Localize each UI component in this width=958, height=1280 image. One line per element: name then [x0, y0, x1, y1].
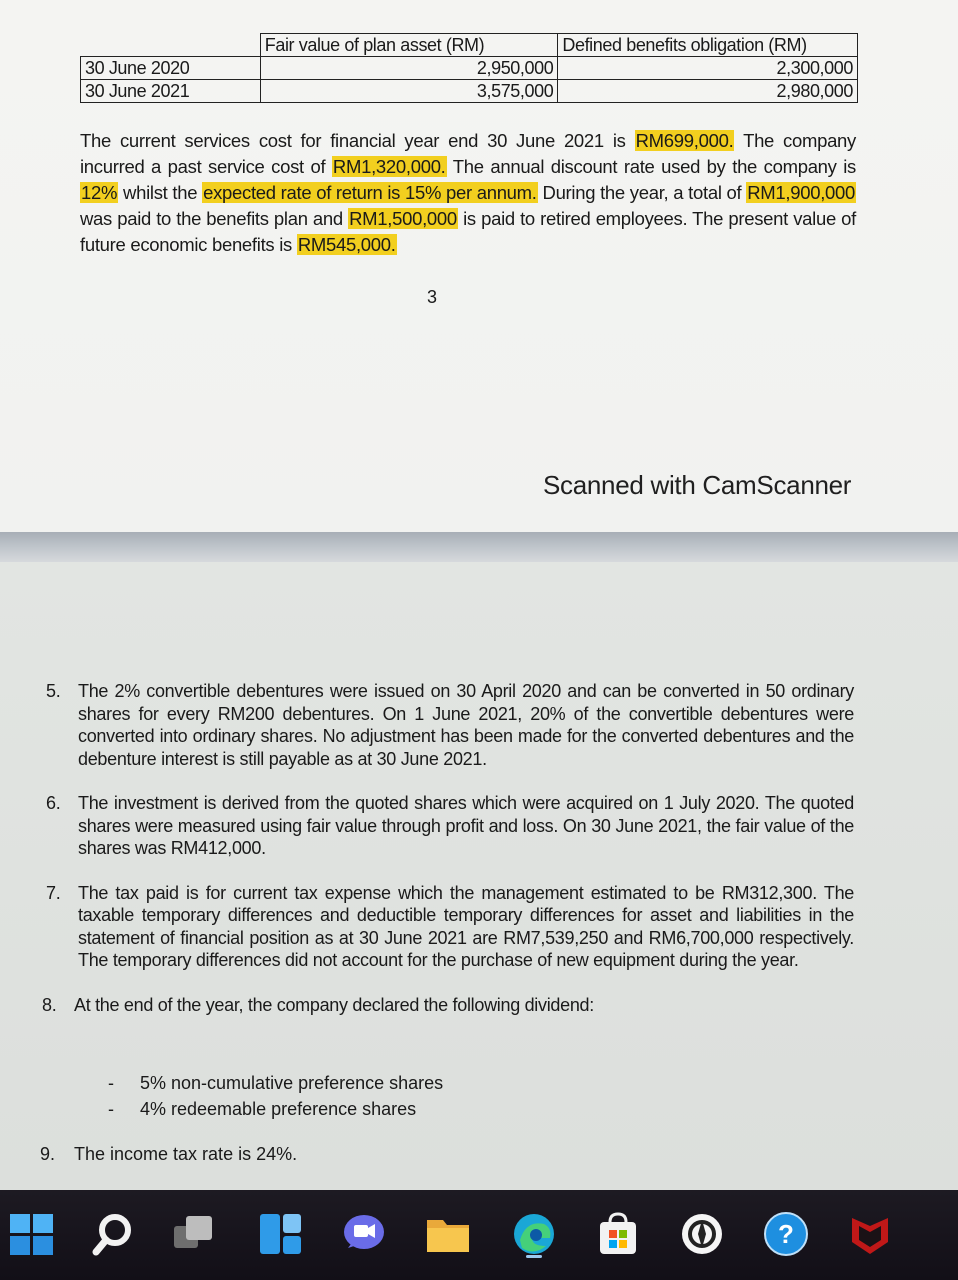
highlight: RM699,000. [635, 130, 734, 151]
windows-start-icon[interactable] [8, 1210, 56, 1258]
store-icon[interactable] [594, 1210, 642, 1258]
row-plan-asset: 3,575,000 [260, 80, 558, 103]
table-row [81, 57, 858, 80]
chat-icon[interactable] [340, 1210, 388, 1258]
row-date: 30 June 2021 [81, 80, 261, 103]
list-item [42, 994, 854, 1017]
text-segment: The current services cost for financial year end 30 June 2021 is [80, 130, 635, 151]
taskbar [0, 1190, 958, 1280]
note-number: 8. [42, 994, 57, 1015]
dividend-list [108, 1070, 443, 1122]
search-icon[interactable] [88, 1210, 136, 1258]
highlight: RM545,000. [297, 234, 396, 255]
svg-text:?: ? [778, 1219, 794, 1249]
list-item [108, 1096, 443, 1122]
text-segment: whilst the [118, 182, 203, 203]
highlight: RM1,500,000 [349, 208, 457, 229]
camscanner-watermark: Scanned with CamScanner [543, 470, 852, 500]
dividend-text: 4% redeemable preference shares [140, 1099, 417, 1119]
dash-icon: - [108, 1099, 114, 1119]
plan-table [80, 33, 858, 103]
text-segment: was paid to the benefits plan and [80, 208, 349, 229]
list-item [40, 1144, 297, 1165]
table-header-row [81, 34, 858, 57]
dividend-text: 5% non-cumulative preference shares [140, 1073, 444, 1093]
note-text: The investment is derived from the quoted shares which were acquired on 1 July 2020. The quoted shares were measured using fair value through profit and loss. On 30 June 2021, the fair value of the shares was RM412,000. [78, 793, 854, 858]
text-segment: The company incurred a past service cost of [80, 130, 856, 177]
task-view-icon[interactable] [170, 1210, 218, 1258]
text-segment: The annual discount rate used by the company is [446, 156, 856, 177]
dash-icon: - [108, 1073, 114, 1093]
file-explorer-icon[interactable] [424, 1210, 472, 1258]
note-number: 9. [40, 1144, 56, 1164]
note-text: At the end of the year, the company declared the following dividend: [74, 994, 594, 1015]
widgets-icon[interactable] [256, 1210, 304, 1258]
highlight: RM1,320,000. [332, 156, 446, 177]
app-icon[interactable] [678, 1210, 726, 1258]
table-row [81, 80, 858, 103]
note-number: 5. [46, 681, 61, 701]
list-item [46, 792, 854, 860]
row-plan-asset: 2,950,000 [260, 57, 558, 80]
highlight: 12% [81, 182, 118, 203]
list-item [108, 1070, 443, 1096]
text-segment: is paid to retired employees. The present value of future economic benefits is [80, 208, 856, 255]
note-text: The income tax rate is 24%. [74, 1144, 298, 1164]
row-obligation: 2,300,000 [558, 57, 858, 80]
note-text: The 2% convertible debentures were issued on 30 April 2020 and can be converted in 50 ordinary shares for every RM200 debentures. On 1 June 2021, 20% of the convertible debentures were converted into ordinary shares. No adjustment has been made for the converted debentures and the debenture interest is still payable as at 30 June 2021. [78, 681, 854, 769]
highlight: RM1,900,000 [747, 182, 856, 203]
edge-browser-icon[interactable] [510, 1210, 558, 1258]
row-date: 30 June 2020 [81, 57, 261, 80]
header-obligation: Defined benefits obligation (RM) [558, 34, 858, 57]
note-number: 6. [46, 793, 61, 813]
notes-list [42, 680, 854, 1038]
row-obligation: 2,980,000 [558, 80, 858, 103]
list-item [46, 882, 854, 972]
text-segment: During the year, a total of [537, 182, 747, 203]
page-divider [0, 532, 958, 562]
note-text: The tax paid is for current tax expense which the management estimated to be RM312,300. The taxable temporary differences and deductible temporary differences for asset and liabilities in the statement of financial position as at 30 June 2021 are RM7,539,250 and RM6,700,000 respectively. The temporary differences did not account for the purchase of new equipment during the year. [78, 882, 854, 970]
upper-scanned-page [0, 0, 958, 532]
highlight: expected rate of return is 15% per annum. [203, 182, 537, 203]
note-number: 7. [46, 882, 61, 903]
question-paragraph [80, 128, 856, 258]
lower-scanned-page [0, 562, 958, 1190]
list-item [46, 680, 854, 770]
table-header-blank [81, 34, 261, 57]
mcafee-icon[interactable] [846, 1210, 894, 1258]
help-icon[interactable] [762, 1210, 810, 1258]
header-plan-asset: Fair value of plan asset (RM) [260, 34, 558, 57]
page-number: 3 [427, 287, 438, 307]
